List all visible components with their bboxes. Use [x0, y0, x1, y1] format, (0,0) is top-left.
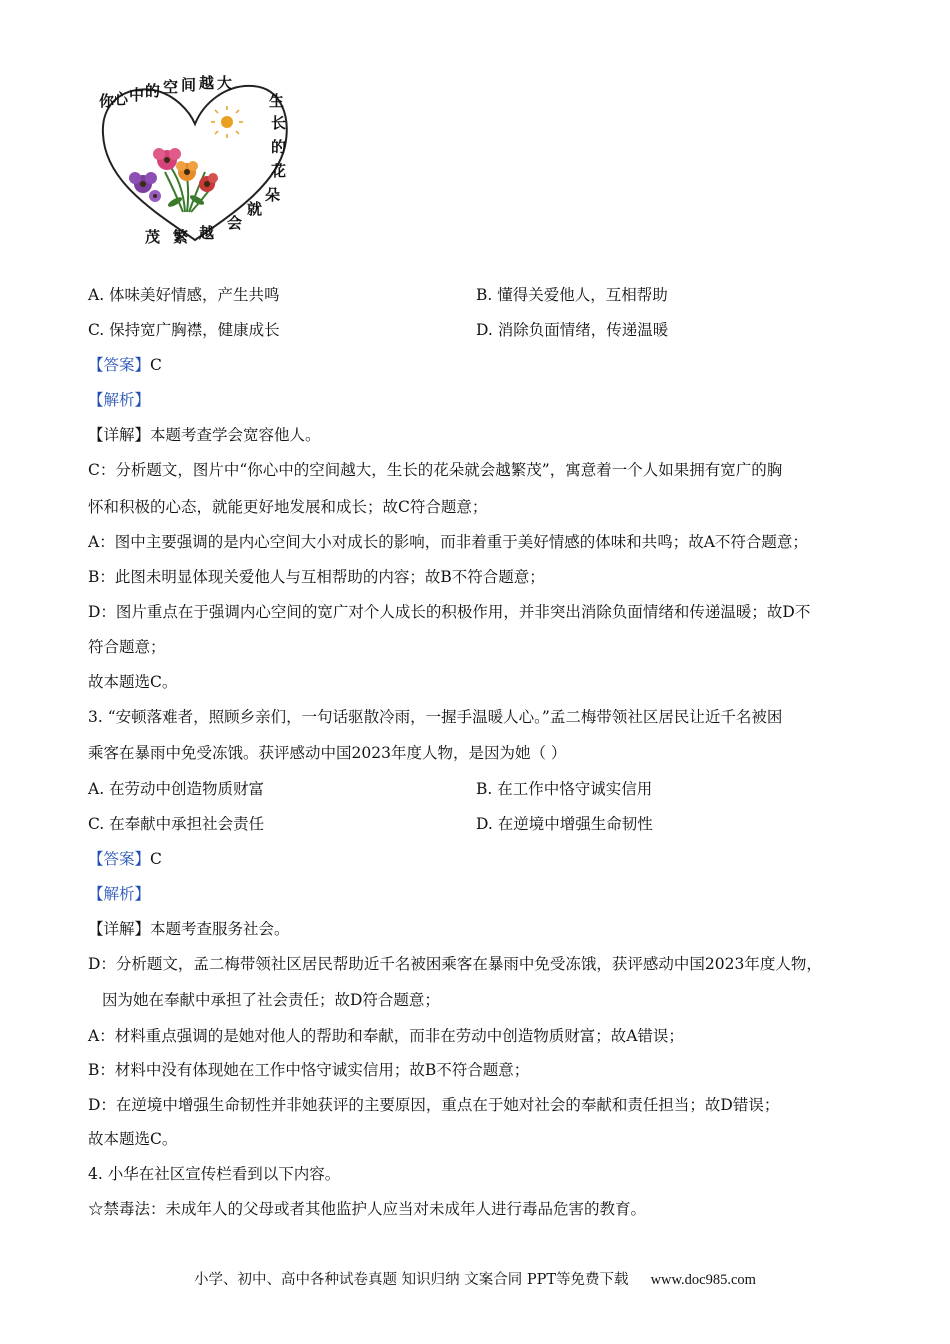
- q3-stem-line: 3. “安顿落难者，照顾乡亲们，一句话驱散冷雨，一握手温暖人心。”孟二梅带领社区居民让近千名被困: [88, 708, 783, 726]
- q3-explanation-line: D：分析题文，孟二梅带领社区居民帮助近千名被困乘客在暴雨中免受冻饿，获评感动中国2023年度人物，: [88, 955, 822, 973]
- caption-char: 生: [269, 92, 285, 110]
- q2-option-d: D. 消除负面情绪，传递温暖: [476, 321, 669, 339]
- caption-char: 会: [227, 214, 243, 232]
- caption-char: 心: [113, 90, 129, 108]
- q2-option-b: B. 懂得关爱他人，互相帮助: [476, 286, 668, 304]
- heart-flowers-illustration: [95, 72, 295, 250]
- caption-char: 间: [181, 76, 197, 94]
- q3-detail-line: [88, 919, 290, 939]
- page-footer: [0, 1270, 950, 1290]
- detail-text: 本题考查服务社会。: [150, 920, 290, 938]
- answer-value: C: [150, 850, 162, 868]
- caption-char: 空: [163, 78, 179, 96]
- q2-explanation-line: 故本题选C。: [88, 673, 178, 691]
- detail-label: 【详解】: [88, 426, 151, 444]
- q2-explanation-line: 符合题意；: [88, 638, 166, 656]
- q2-analysis-label: 【解析】: [88, 391, 151, 409]
- purple-flower-left: [129, 172, 157, 193]
- q2-explanation-line: D：图片重点在于强调内心空间的宽广对个人成长的积极作用，并非突出消除负面情绪和传递温暖；故D不: [88, 603, 811, 621]
- q4-stem: 4. 小华在社区宣传栏看到以下内容。: [88, 1165, 341, 1183]
- caption-handwriting: [99, 74, 286, 246]
- q2-explanation-line: C：分析题文，图片中“你心中的空间越大，生长的花朵就会越繁茂”，寓意着一个人如果拥有宽广的胸: [88, 461, 783, 479]
- sun-icon: [211, 106, 243, 138]
- detail-text: 本题考查学会宽容他人。: [150, 426, 321, 444]
- q3-answer-line: [88, 849, 162, 869]
- caption-char: 茂: [145, 228, 161, 246]
- caption-char: 你: [99, 92, 115, 110]
- q3-explanation-line: B：材料中没有体现她在工作中恪守诚实信用；故B不符合题意；: [88, 1061, 530, 1079]
- q3-option-b: B. 在工作中恪守诚实信用: [476, 780, 653, 798]
- red-flower-right: [199, 173, 218, 192]
- q2-option-c: C. 保持宽广胸襟，健康成长: [88, 321, 280, 339]
- q2-explanation-line: A：图中主要强调的是内心空间大小对成长的影响，而非着重于美好情感的体味和共鸣；故A不符合题意；: [88, 533, 808, 551]
- q2-detail-line: [88, 425, 321, 445]
- purple-flower-small: [149, 190, 161, 202]
- caption-char: 就: [247, 200, 263, 218]
- q3-option-a: A. 在劳动中创造物质财富: [88, 780, 265, 798]
- caption-char: 中: [129, 86, 145, 104]
- q2-answer-line: [88, 355, 162, 375]
- q3-stem-line: 乘客在暴雨中免受冻饿。获评感动中国2023年度人物，是因为她（ ）: [88, 744, 567, 762]
- caption-char: 长: [271, 114, 287, 132]
- q3-option-d: D. 在逆境中增强生命韧性: [476, 815, 653, 833]
- caption-char: 越: [199, 224, 215, 242]
- caption-char: 花: [271, 162, 287, 180]
- q3-explanation-line: D：在逆境中增强生命韧性并非她获评的主要原因，重点在于她对社会的奉献和责任担当；故D错误；: [88, 1096, 780, 1114]
- answer-label: 【答案】: [88, 850, 151, 868]
- detail-label: 【详解】: [88, 920, 151, 938]
- orange-flower: [176, 161, 198, 181]
- q4-item-1: ☆禁毒法：未成年人的父母或者其他监护人应当对未成年人进行毒品危害的教育。: [88, 1200, 647, 1218]
- footer-text: 小学、初中、高中各种试卷真题 知识归纳 文案合同 PPT等免费下载: [194, 1272, 629, 1288]
- leaves: [167, 193, 206, 208]
- answer-label: 【答案】: [88, 356, 151, 374]
- caption-char: 的: [145, 82, 161, 100]
- q3-explanation-line: A：材料重点强调的是她对他人的帮助和奉献，而非在劳动中创造物质财富；故A错误；: [88, 1027, 684, 1045]
- q3-option-c: C. 在奉献中承担社会责任: [88, 815, 265, 833]
- caption-char: 大: [217, 74, 233, 92]
- q3-analysis-label: 【解析】: [88, 885, 151, 903]
- q3-explanation-line: 故本题选C。: [88, 1130, 178, 1148]
- q2-explanation-line: 怀和积极的心态，就能更好地发展和成长；故C符合题意；: [88, 498, 488, 516]
- caption-char: 朵: [265, 186, 281, 204]
- answer-value: C: [150, 356, 162, 374]
- q2-option-a: A. 体味美好情感，产生共鸣: [88, 286, 280, 304]
- q2-explanation-line: B：此图未明显体现关爱他人与互相帮助的内容；故B不符合题意；: [88, 568, 545, 586]
- caption-char: 越: [199, 74, 215, 92]
- footer-url[interactable]: www.doc985.com: [650, 1272, 756, 1288]
- q3-explanation-line: 因为她在奉献中承担了社会责任；故D符合题意；: [102, 991, 440, 1009]
- caption-char: 繁: [173, 228, 189, 246]
- caption-char: 的: [271, 138, 287, 156]
